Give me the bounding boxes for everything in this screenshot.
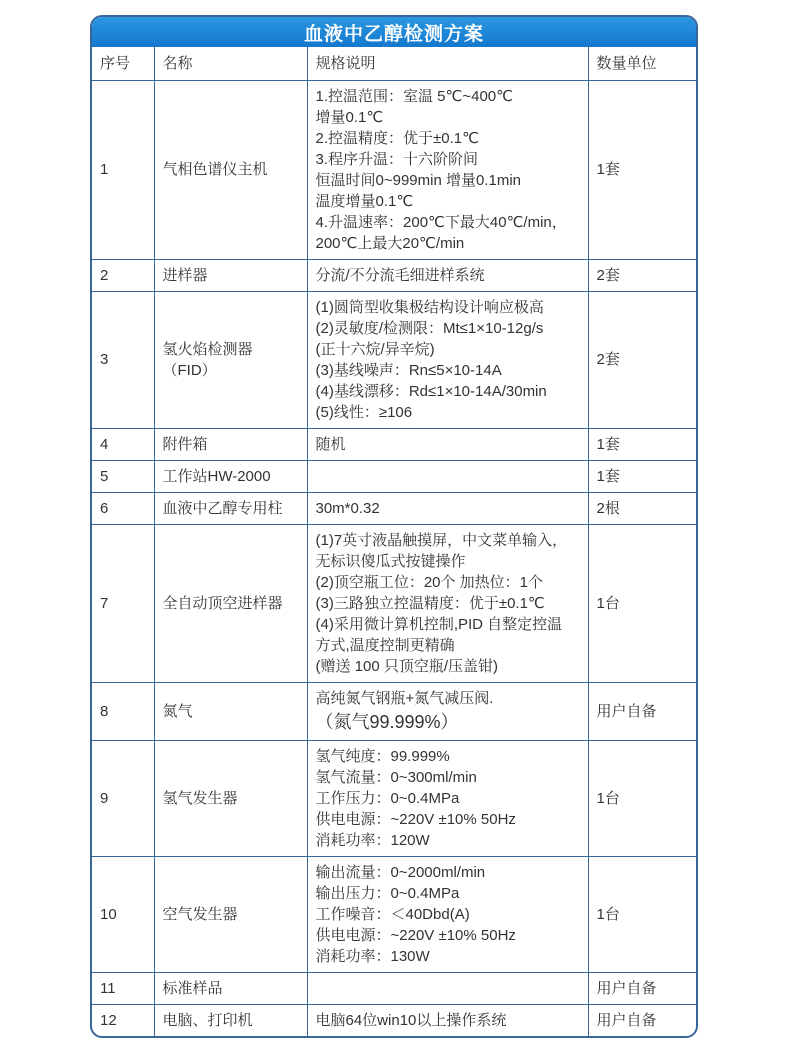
item-name-cell: 气相色谱仪主机 xyxy=(154,80,307,259)
spec-line: (4)采用微计算机控制,PID 自整定控温 xyxy=(315,615,563,633)
column-header-spec: 规格说明 xyxy=(307,47,588,80)
spec-cell xyxy=(307,740,588,856)
header-row xyxy=(92,47,698,80)
spec-line: (3)三路独立控温精度：优于±0.1℃ xyxy=(315,594,545,612)
spec-line: 消耗功率：120W xyxy=(315,831,430,849)
row-number-cell: 9 xyxy=(92,740,154,856)
spec-cell xyxy=(307,460,588,492)
item-name-cell: 电脑、打印机 xyxy=(154,1004,307,1036)
spec-cell xyxy=(307,291,588,428)
spec-line: 方式,温度控制更精确 xyxy=(315,636,455,654)
item-name-cell: 标准样品 xyxy=(154,972,307,1004)
spec-line: 高纯氮气钢瓶+氮气减压阀. xyxy=(315,689,494,707)
spec-line: 氢气纯度：99.999% xyxy=(315,747,450,765)
spec-line: (3)基线噪声：Rn≤5×10-14A xyxy=(315,361,502,379)
spec-line: 输出流量：0~2000ml/min xyxy=(315,863,486,881)
row-number-cell: 3 xyxy=(92,291,154,428)
spec-line: (2)灵敏度/检测限：Mt≤1×10-12g/s xyxy=(315,319,544,337)
spec-line: (正十六烷/异辛烷) xyxy=(315,340,435,358)
spec-sheet-card xyxy=(90,15,698,1038)
item-name-cell: 氢气发生器 xyxy=(154,740,307,856)
row-number-cell: 5 xyxy=(92,460,154,492)
quantity-cell: 1套 xyxy=(588,80,698,259)
row-number-cell: 6 xyxy=(92,492,154,524)
quantity-cell: 1套 xyxy=(588,460,698,492)
table-row xyxy=(92,682,698,740)
row-number-cell: 2 xyxy=(92,259,154,291)
spec-line: 恒温时间0~999min 增量0.1min xyxy=(315,171,521,189)
spec-cell xyxy=(307,80,588,259)
spec-line: 输出压力：0~0.4MPa xyxy=(315,884,460,902)
quantity-cell: 1台 xyxy=(588,856,698,972)
quantity-cell: 用户自备 xyxy=(588,682,698,740)
spec-line: (5)线性：≥106 xyxy=(315,403,413,421)
row-number-cell: 7 xyxy=(92,524,154,682)
quantity-cell: 用户自备 xyxy=(588,972,698,1004)
spec-line: 无标识傻瓜式按键操作 xyxy=(315,552,466,570)
table-row xyxy=(92,492,698,524)
table-row xyxy=(92,291,698,428)
spec-line: 200℃上最大20℃/min xyxy=(315,234,465,252)
row-number-cell: 12 xyxy=(92,1004,154,1036)
item-name-cell: 进样器 xyxy=(154,259,307,291)
spec-line: 随机 xyxy=(315,435,346,453)
spec-cell xyxy=(307,428,588,460)
quantity-cell: 1台 xyxy=(588,740,698,856)
spec-line: 消耗功率：130W xyxy=(315,947,430,965)
table-row xyxy=(92,428,698,460)
column-header-name: 名称 xyxy=(154,47,307,80)
row-number-cell: 11 xyxy=(92,972,154,1004)
column-header-number: 序号 xyxy=(92,47,154,80)
table-row xyxy=(92,80,698,259)
quantity-cell: 2套 xyxy=(588,259,698,291)
spec-line: 增量0.1℃ xyxy=(315,108,384,126)
row-number-cell: 1 xyxy=(92,80,154,259)
spec-line: 30m*0.32 xyxy=(315,499,380,517)
quantity-cell: 2根 xyxy=(588,492,698,524)
spec-line: 工作噪音：＜40Dbd(A) xyxy=(315,905,470,923)
item-name-cell: 氮气 xyxy=(154,682,307,740)
spec-cell xyxy=(307,682,588,740)
quantity-cell: 2套 xyxy=(588,291,698,428)
table-body xyxy=(92,80,698,1036)
spec-line: 电脑64位win10以上操作系统 xyxy=(315,1011,507,1029)
spec-line: 温度增量0.1℃ xyxy=(315,192,414,210)
spec-line: 2.控温精度：优于±0.1℃ xyxy=(315,129,479,147)
spec-line: （氮气99.999%） xyxy=(315,711,459,732)
spec-cell xyxy=(307,856,588,972)
spec-line: (1)圆筒型收集极结构设计响应极高 xyxy=(315,298,544,316)
table-row xyxy=(92,856,698,972)
item-name-cell: 血液中乙醇专用柱 xyxy=(154,492,307,524)
table-row xyxy=(92,259,698,291)
table-row xyxy=(92,740,698,856)
quantity-cell: 1台 xyxy=(588,524,698,682)
item-name-cell: 全自动顶空进样器 xyxy=(154,524,307,682)
spec-line: 工作压力：0~0.4MPa xyxy=(315,789,460,807)
spec-line: (4)基线漂移：Rd≤1×10-14A/30min xyxy=(315,382,547,400)
spec-cell xyxy=(307,259,588,291)
item-name-cell: 附件箱 xyxy=(154,428,307,460)
quantity-cell: 用户自备 xyxy=(588,1004,698,1036)
spec-line: 1.控温范围：室温 5℃~400℃ xyxy=(315,87,513,105)
spec-line: 供电电源：~220V ±10% 50Hz xyxy=(315,810,516,828)
page-title: 血液中乙醇检测方案 xyxy=(92,17,696,47)
table-row xyxy=(92,972,698,1004)
item-name-cell: 氢火焰检测器（FID） xyxy=(154,291,307,428)
quantity-cell: 1套 xyxy=(588,428,698,460)
table-row xyxy=(92,524,698,682)
spec-cell xyxy=(307,492,588,524)
spec-table xyxy=(92,47,698,1036)
spec-line: (1)7英寸液晶触摸屏，中文菜单输入， xyxy=(315,531,568,549)
spec-line: 3.程序升温：十六阶阶间 xyxy=(315,150,479,168)
row-number-cell: 4 xyxy=(92,428,154,460)
spec-line: 氢气流量：0~300ml/min xyxy=(315,768,477,786)
item-name-cell: 工作站HW-2000 xyxy=(154,460,307,492)
column-header-quantity: 数量单位 xyxy=(588,47,698,80)
row-number-cell: 8 xyxy=(92,682,154,740)
spec-cell xyxy=(307,524,588,682)
row-number-cell: 10 xyxy=(92,856,154,972)
spec-line: (赠送 100 只顶空瓶/压盖钳) xyxy=(315,657,499,675)
table-row xyxy=(92,460,698,492)
spec-line: 供电电源：~220V ±10% 50Hz xyxy=(315,926,516,944)
spec-line: 4.升温速率：200℃下最大40℃/min， xyxy=(315,213,567,231)
spec-cell xyxy=(307,972,588,1004)
spec-line: (2)顶空瓶工位：20个 加热位：1个 xyxy=(315,573,544,591)
item-name-cell: 空气发生器 xyxy=(154,856,307,972)
spec-line: 分流/不分流毛细进样系统 xyxy=(315,266,485,284)
